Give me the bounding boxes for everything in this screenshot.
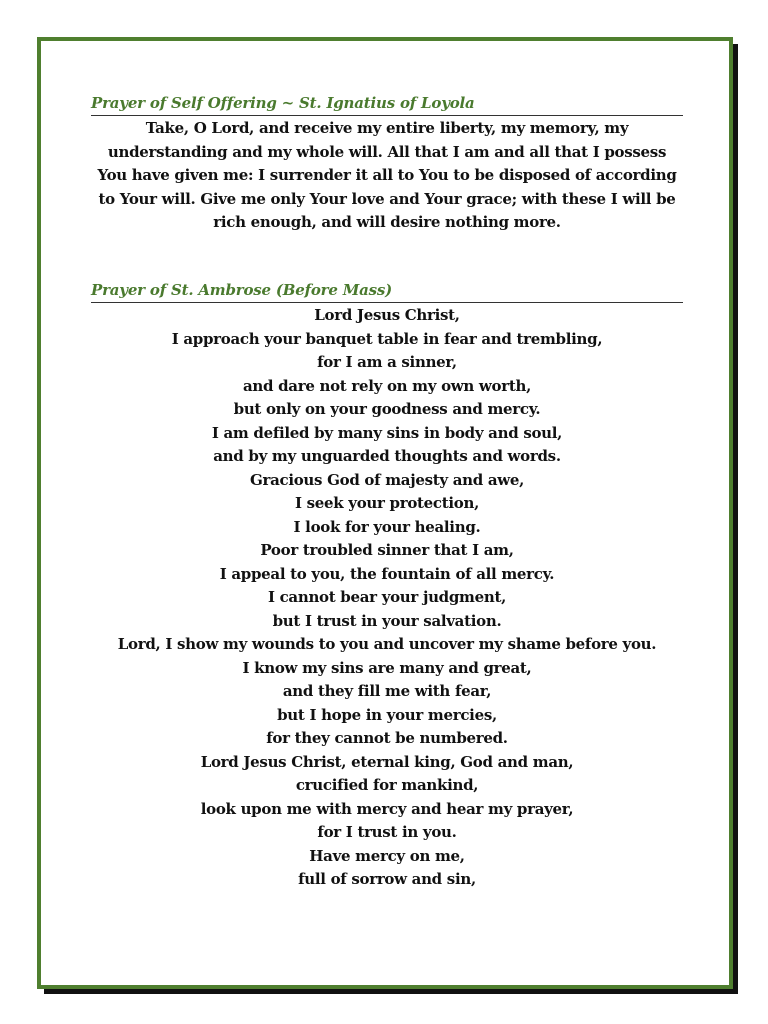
prayer-line: full of sorrow and sin,	[298, 870, 476, 888]
prayer-line: Poor troubled sinner that I am,	[260, 541, 514, 559]
prayer-line: I am defiled by many sins in body and soul,	[211, 423, 563, 442]
prayer-line: for they cannot be numbered.	[266, 729, 508, 747]
prayer-line: but I trust in your salvation.	[272, 611, 502, 630]
prayer-st-ambrose	[91, 281, 683, 892]
prayer-line: for I am a sinner,	[317, 353, 457, 371]
prayer-line: Gracious God of majesty and awe,	[249, 470, 525, 489]
prayer-line: I approach your banquet table in fear and trembling,	[171, 329, 603, 348]
prayer-line: Have mercy on me,	[309, 846, 465, 865]
prayer-line: and by my unguarded thoughts and words.	[213, 447, 561, 465]
prayer-line: Lord Jesus Christ, eternal king, God and man,	[200, 752, 574, 771]
prayer-line: look upon me with mercy and hear my prayer,	[200, 799, 574, 818]
prayer-line: for I trust in you.	[317, 823, 457, 841]
prayer-line: I look for your healing.	[293, 517, 481, 536]
prayer-line: Lord, I show my wounds to you and uncover my shame before you.	[117, 635, 657, 653]
prayer-line: and dare not rely on my own worth,	[242, 376, 532, 395]
prayer-lines-st-ambrose	[91, 304, 683, 892]
section-heading-st-ambrose: Prayer of St. Ambrose (Before Mass)	[91, 281, 683, 303]
prayer-line: crucified for mankind,	[295, 776, 479, 794]
document-page	[37, 37, 733, 989]
prayer-self-offering	[91, 94, 683, 250]
prayer-line: I seek your protection,	[295, 494, 479, 512]
section-heading-self-offering: Prayer of Self Offering ~ St. Ignatius of Loyola	[91, 94, 683, 116]
prayer-line: but I hope in your mercies,	[277, 705, 497, 724]
prayer-line: Lord Jesus Christ,	[314, 306, 460, 324]
prayer-line: and they fill me with fear,	[282, 682, 492, 700]
prayer-line: but only on your goodness and mercy.	[233, 400, 541, 418]
prayer-line: I appeal to you, the fountain of all mercy.	[219, 564, 555, 583]
prayer-text-self-offering: Take, O Lord, and receive my entire liberty, my memory, my understanding and my whole will. All that I am and all that I possess You have given me: I surrender it all to You to be disposed of according to Your will. Give me only Your love and Your grace; with these I will be rich enough, and will desire nothing more.	[97, 119, 677, 231]
prayer-line: I know my sins are many and great,	[242, 658, 532, 677]
prayer-line: I cannot bear your judgment,	[267, 588, 507, 606]
